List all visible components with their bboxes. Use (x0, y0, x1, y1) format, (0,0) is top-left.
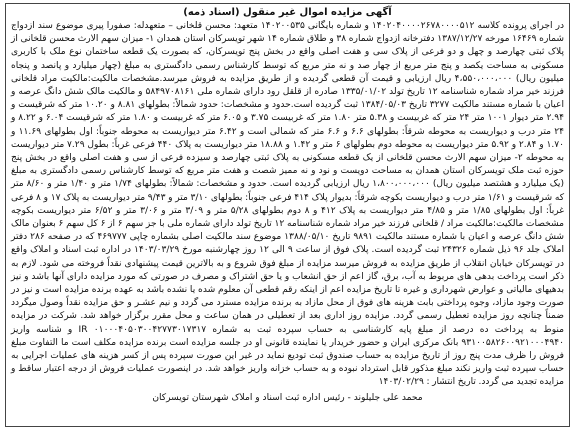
notice-title: آگهی مزایده اموال غیر منقول (اسناد ذمه) (183, 7, 392, 18)
legal-notice-box (5, 3, 570, 427)
notice-signature: محمد علی جلیلوند - رئیس اداره ثبت اسناد و املاک شهرستان تویسرکان (152, 392, 423, 403)
notice-body: در اجرای پرونده کلاسه ۱۴۰۲۰۴۰۰۰۰۲۶۷۸۰۰۰۰۵۱۲ و شماره بایگانی ۱۴۰۲۰۰۵۳۵ متعهد: محسن قلخانی – متعهدله: صفورا پیری موضوع سند ازدواج شماره ۱۶۴۶۹ مورخه ۱۳۸۷/۱۲/۲۷ دفترخانه ازدواج شماره ۳۸ و طلاق شماره ۱۴ شهر تویسرکان استان همدان ۱- میزان سهم الارث محسن قلخانی از پلاک ثبتی چهارصد و چهل و دو فرعی از پلاک سی و هفت اصلی واقع در بخش پنج تویسرکان، که بصورت یک قطعه ساختمان نوع ملک با کاربری مسکونی به مساحت یکصد و پنج متر مربع از چهار صد و نه متر مربع که توسط کارشناس رسمی دادگستری به مبلغ (چهار میلیارد و پانصد و پنجاه میلیون ریال) ۴،۵۵۰،۰۰۰،۰۰۰ ریال ارزیابی و قیمت آن قطعی گردیده و از طریق مزایده به فروش میرسد.مشخصات مالکیت:مالکیت مراد قلخانی فرزند خیر مراد شماره شناسنامه ۱۲ تاریخ تولد ۱۳۳۵/۰۱/۰۲ صادره از قلقل رود دارای شماره ملی ۵۸۴۹۷۰۸۱۶۱ و مالکیت مالک شش دانگ عرصه و اعیان با شماره مستند مالکیت ۳۲۷۷ تاریخ ۱۳۸۴/۰۵/۰۳ ثبت گردیده است.حدود و مشخصات: حدود شمالاً: بطولهای ۸.۸۱ و ۱۰.۲۰ متر که شرقیست و ۲.۹۴ متر دیوار ۱۰۰۱ متر ۲۴ متر که غربیست و ۵.۳۸ متر ۱.۸۰ متر که غربیست ۳.۷۵ و ۶.۰۵ متر که غربیست و ۱.۸۰ متر که شرقیست ۶.۰۴ و ۸.۲۲ و ۲۴ متر درب و دیواریست به محوطه شرقاً: بطولهای ۶.۶ و ۶.۶ متر که شمالی است و ۶.۴۲ متر دیواریست به محوطه جنوباً: اول بطولهای ۱۱.۶۹ و ۱.۷۰ و ۲.۸۴ و ۵.۹۲ متر دیواریست به محوطه دوم بطولهای ۶ متر و ۱.۴۲ و ۱۸.۸۸ متر دیواریست به پلاک ۴۴۰ فرعی غرباً: بطول ۷.۲۹ متر دیواریست به محوطه ۲- میزان سهم الارث محسن قلخانی از یک قطعه مسکونی به پلاک ثبتی چهارصد و سیزده فرعی از سی و هفت اصلی واقع در بخش پنج حوزه ثبت ملک تویسرکان استان همدان به مساحت دویست و نود و نه ممیز شصت و هفت متر مربع که توسط کارشناس رسمی دادگستری به مبلغ (یک میلیارد و هشتصد میلیون ریال) ۱،۸۰۰،۰۰۰،۰۰۰ ریال ارزیابی گردیده است. حدود و مشخصات: شمالاً: بطولهای ۱/۷۴ متر و ۱/۴۰ متر و ۸/۶۰ متر که شرقیست و ۱/۶۱ متر درب و دیواریست بکوچه شرقاً: بدیوار پلاک ۴۱۴ فرعی جنوباً: بطولهای ۳/۱۰ متر و ۹/۴۳ متر دیواریست به پلاک ۱۷ و ۸ فرعی غرباً: اول بطولهای ۱/۸۵ متر و ۴/۸۵ متر دیواریست به پلاک ۴۱۲ و ۸ دوم بطولهای ۵/۲۸ متر و ۳/۰۹ متر و ۳/۰۶ متر و ۶/۵۲ متر دیواریست بکوچه مشخصات مالکیت:مالکیت مراد / قلخانی فرزند خیر مراد شماره شناسنامه ۱۲ تاریخ تولد دارای شماره ملی با جز سهم ۶ از ۶ کل سهم ۶ بعنوان مالک شش دانگ عرصه و اعیان با شماره مستند مالکیت ۹۸۹۱ تاریخ ۱۳۸۸/۰۵/۱۰ موضوع سند مالکیت اصلی بشماره چاپی ۴۶۹۷۷۷ که در صفحه ۲۸۶ دفتر املاک جلد ۹۶ ذیل شماره ۲۴۳۲۶ ثبت گردیده است. پلاک فوق از ساعت ۹ الی ۱۲ روز چهارشنبه مورخ ۱۴۰۳/۰۳/۲۹ در اداره ثبت اسناد و املاک واقع در تویسرکان خیابان انقلاب از طریق مزایده به فروش میرسد مزایده از مبلغ فوق شروع و به بالاترین قیمت پیشنهادی نقداً فروخته می شود. لازم به ذکر است پرداخت بدهی های مربوط به آب، برق، گاز اعم از حق انشعاب و یا حق اشتراک و مصرف در صورتی که مورد مزایده دارای آنها باشد و نیز بدهیهای مالیاتی و عوارض شهرداری و غیره تا تاریخ مزایده اعم از اینکه رقم قطعی آن معلوم شده یا نشده باشد به عهده برنده مزایده است و نیز در صورت وجود مازاد، وجوه پرداختی بابت هزینه های فوق از محل مازاد به برنده مزایده مسترد می گردد و نیم عشـر و حق مزایده نقداً وصول میگردد ضمناً چنانچه روز مزایده تعطیل رسمی گردد. مزایده روز اداری بعد از تعطیلی در همان ساعت و محل مقرر برگزار خواهد شد. شرکت در مزایده منوط به پرداخت ده درصد از مبلغ پایه کارشناسی به حساب سپرده ثبت به شماره ۰۱۰۰۰۴۰۵۰۳۰۰۴۲۷۷۳۰۱۷۳۱۷ IR و شناسه واریز ۹۳۱۰۰۵۸۲۶۰۰۹۲۱۰۰۰۴۹۴۰ بانک مرکزی ایران و حضور خریدار یا نماینده قانونی او در جلسه مزایده است برنده مزایده مکلف است ما التفاوت مبلغ فروش را ظرف مدت پنج روز از تاریخ مزایده به حساب صندوق ثبت تودیع نماید در غیر این صورت سپرده پس از کسر هزینه های عملیات اجرایی به حساب سپرده ثبت واریز نکند مبلغ مذکور قابل استرداد نبوده و به حساب خزانه واریز خواهد شد. در اینصورت عملیات فروش از درجه اعتبار ساقط و مزایده تجدید می گردد. تاریخ انتشار : ۱۴۰۳/۰۲/۲۹ (11, 21, 565, 388)
